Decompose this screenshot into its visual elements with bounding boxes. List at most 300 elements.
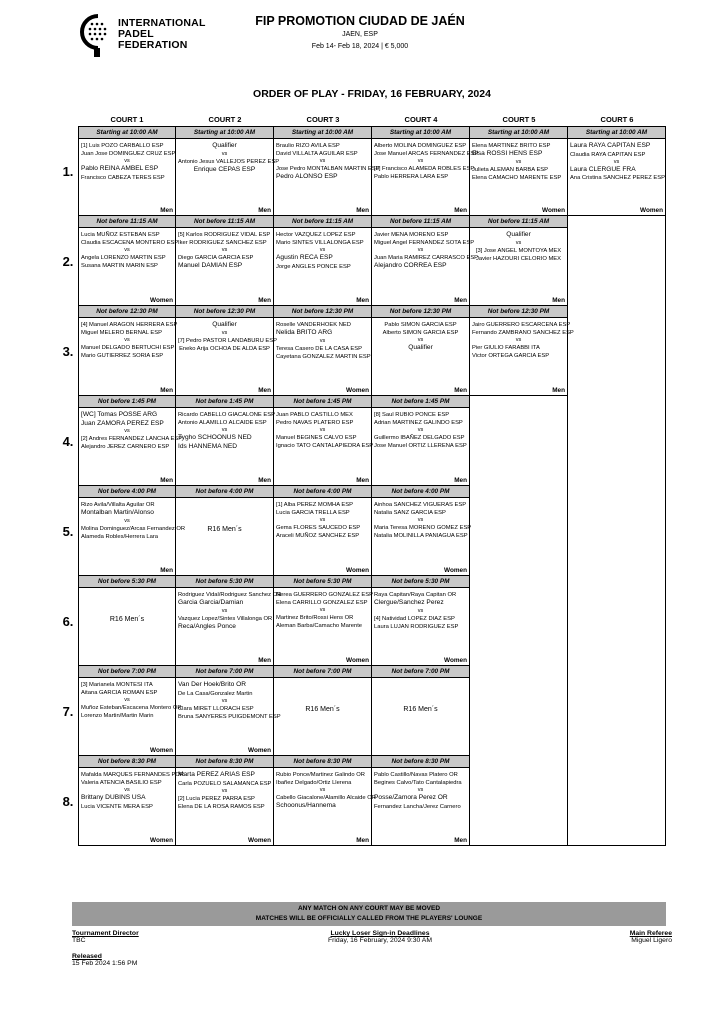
match-time: Starting at 10:00 AM — [274, 127, 371, 139]
player-line: Lucia GARCIA TRELLA ESP — [276, 510, 350, 516]
row-number: 5. — [62, 523, 74, 539]
player-line: Begines Calvo/Tato Cantalapiedra — [374, 780, 462, 786]
event-label: Women — [444, 657, 467, 664]
match-slot — [372, 216, 479, 306]
player-line: Qualifier — [506, 231, 531, 238]
match-slot — [78, 666, 182, 756]
player-line: Rizo Avila/Villalta Aguilar OR — [81, 502, 155, 508]
player-line: Iker RODRIGUEZ SANCHEZ ESP — [178, 240, 267, 246]
player-line: Cayetana GONZALEZ MARTIN ESP — [276, 353, 371, 360]
match-slot — [176, 126, 280, 216]
player-line: Ids HANNEMA NED — [178, 442, 237, 450]
versus-label: vs — [124, 787, 130, 793]
main-referee — [560, 930, 672, 944]
schedule-grid — [78, 114, 666, 846]
row-number: 4. — [62, 433, 74, 449]
versus-label: vs — [124, 158, 130, 164]
match-slot — [176, 216, 274, 306]
player-line: Diego GARCIA GARCIA ESP — [178, 255, 254, 261]
match-entries — [276, 498, 369, 540]
versus-label: vs — [417, 517, 424, 523]
empty-slot — [470, 756, 568, 846]
empty-slot — [568, 666, 666, 756]
event-label: Men — [356, 207, 369, 214]
empty-slot — [568, 306, 666, 396]
versus-label: vs — [319, 517, 326, 523]
match-time: Not before 5:30 PM — [79, 576, 175, 588]
versus-label: vs — [515, 337, 522, 343]
player-line: Teresa Casero DE LA CASA ESP — [276, 345, 363, 352]
player-line: Miguel MELERO BERNAL ESP — [81, 330, 162, 336]
match-time: Not before 11:15 AM — [176, 216, 273, 228]
player-line: Gema FLORES SAUCEDO ESP — [276, 525, 361, 531]
player-line: Pablo REINA AMBEL ESP — [81, 165, 159, 172]
versus-label: vs — [221, 427, 228, 433]
match-entries — [178, 588, 282, 631]
court-header: COURT 2 — [208, 115, 242, 124]
match-entries — [276, 588, 373, 630]
match-time: Not before 1:45 PM — [274, 396, 371, 408]
match-time: Not before 8:30 PM — [176, 756, 273, 768]
court-header: COURT 4 — [404, 115, 438, 124]
match-slot — [78, 306, 176, 396]
player-line: [7] Pedro PASTOR LANDABURU ESP — [178, 337, 278, 344]
match-time: Not before 12:30 PM — [274, 306, 371, 318]
versus-label: vs — [124, 428, 130, 434]
match-slot — [470, 306, 574, 396]
match-entries — [276, 768, 376, 811]
match-time: Starting at 10:00 AM — [568, 127, 665, 139]
empty-slot — [470, 486, 568, 576]
event-label: Men — [356, 837, 369, 844]
player-line: [4] Natividad LOPEZ DIAZ ESP — [374, 615, 455, 622]
event-label: Men — [356, 297, 369, 304]
lucky-loser-deadline — [300, 930, 460, 944]
event-label: Men — [258, 387, 271, 394]
player-line: Juan Jose DOMINGUEZ CRUZ ESP — [81, 151, 176, 157]
player-line: Angela LORENZO MARTIN ESP — [81, 255, 166, 261]
versus-label: vs — [515, 239, 522, 246]
versus-label: vs — [319, 337, 326, 344]
player-line: [1] Luis POZO CARBALLO ESP — [81, 143, 164, 149]
versus-label: vs — [515, 158, 522, 165]
match-time: Not before 7:00 PM — [176, 666, 273, 678]
player-line: Muñoz Esteban/Escacena Montero OR — [81, 705, 182, 711]
player-line: Elena DE LA ROSA RAMOS ESP — [178, 803, 265, 810]
player-line: Mario SINTES VILLALONGA ESP — [276, 240, 364, 246]
match-entries — [276, 318, 369, 361]
match-time: Not before 11:15 AM — [372, 216, 469, 228]
tournament-dates: Feb 14- Feb 18, 2024 | € 5,000 — [311, 43, 409, 50]
tournament-director — [72, 930, 139, 944]
versus-label: vs — [319, 607, 326, 613]
player-line: Martinez Brito/Rossi Hens OR — [276, 615, 354, 621]
match-entries — [472, 318, 574, 360]
player-line: Juan ZAMORA PEREZ ESP — [81, 419, 164, 427]
player-line: Francisco CABEZA TERES ESP — [81, 174, 165, 181]
notice-line-1: ANY MATCH ON ANY COURT MAY BE MOVED — [297, 905, 441, 912]
match-time: Not before 12:30 PM — [470, 306, 567, 318]
event-label: Men — [258, 477, 271, 484]
match-entries — [81, 228, 179, 270]
match-time: Starting at 10:00 AM — [470, 127, 567, 139]
versus-label: vs — [319, 247, 326, 253]
versus-label: vs — [319, 158, 326, 164]
row-number: 7. — [62, 703, 74, 719]
row-number: 2. — [62, 253, 74, 269]
player-line: Braulio RIZO AVILA ESP — [276, 143, 340, 149]
player-line: Araceli MUÑOZ SANCHEZ ESP — [276, 533, 360, 539]
player-line: [2] Lucia PEREZ PARRA ESP — [178, 795, 255, 802]
match-slot — [372, 486, 470, 576]
match-entries — [276, 139, 380, 182]
player-line: Maria Teresa MORENO GOMEZ ESP — [374, 525, 472, 531]
player-line: Rodriguez Vidal/Rodriguez Sanchez OR — [178, 592, 282, 598]
match-entries — [472, 139, 565, 182]
versus-label: vs — [221, 247, 228, 253]
match-entries — [374, 228, 479, 271]
player-line: Adrian MARTINEZ GALINDO ESP — [374, 420, 463, 426]
player-line: Carla POZUELO SALAMANCA ESP — [178, 780, 272, 787]
row-number: 1. — [62, 163, 74, 179]
event-label: Men — [454, 837, 467, 844]
match-time: Starting at 10:00 AM — [176, 127, 273, 139]
player-line: Susana MARTIN MARIN ESP — [81, 263, 158, 269]
player-line: Nerea GUERRERO GONZALEZ ESP — [276, 592, 373, 598]
match-entries — [178, 318, 278, 353]
player-line: Elsa ROSSI HENS ESP — [472, 150, 543, 157]
match-slot — [78, 216, 179, 306]
player-line: Lucia MUÑOZ ESTEBAN ESP — [81, 232, 160, 238]
match-time: Not before 4:00 PM — [176, 486, 273, 498]
player-line: Marta PEREZ ARIAS ESP — [178, 771, 255, 778]
match-slot — [568, 126, 666, 216]
match-time: Not before 1:45 PM — [176, 396, 273, 408]
player-line: Lorenzo Martin/Martin Marin — [81, 713, 154, 719]
versus-label: vs — [221, 150, 228, 157]
match-time: Not before 12:30 PM — [176, 306, 273, 318]
event-label: Men — [454, 207, 467, 214]
notice-banner — [72, 902, 666, 926]
tournament-title: FIP PROMOTION CIUDAD DE JAÉN — [255, 14, 465, 28]
tournament-director-value: TBC — [72, 937, 86, 944]
player-line: Pier GIULIO FARABBI ITA — [472, 345, 540, 351]
match-time: Not before 12:30 PM — [372, 306, 469, 318]
player-line: Jairo GUERRERO ESCARCENA ESP — [472, 322, 571, 328]
player-line: Natalia SANZ GARCIA ESP — [374, 510, 446, 516]
player-line: Juan Maria RAMIREZ CARRASCO ESP — [374, 255, 479, 261]
player-line: Alberto SIMON GARCIA ESP — [382, 330, 459, 336]
match-time: Starting at 10:00 AM — [372, 127, 469, 139]
match-time: Not before 5:30 PM — [274, 576, 371, 588]
round-label: R16 Men´s — [109, 616, 145, 623]
match-time: Not before 7:00 PM — [372, 666, 469, 678]
versus-label: vs — [221, 697, 228, 704]
versus-label: vs — [417, 247, 424, 253]
player-line: Elena CARRILLO GONZALEZ ESP — [276, 600, 368, 606]
player-line: Jorge ANGLES PONCE ESP — [276, 263, 351, 270]
match-entries — [276, 408, 374, 450]
match-entries — [374, 139, 479, 181]
match-slot — [78, 126, 176, 216]
released-value: 15 Feb 2024 1:56 PM — [72, 960, 138, 967]
order-of-play-heading: ORDER OF PLAY - FRIDAY, 16 FEBRUARY, 2024 — [253, 88, 491, 100]
versus-label: vs — [124, 697, 130, 703]
match-time: Not before 4:00 PM — [372, 486, 469, 498]
match-slot — [372, 396, 470, 486]
match-time: Not before 11:15 AM — [79, 216, 175, 228]
match-time: Not before 12:30 PM — [79, 306, 175, 318]
match-time: Not before 1:45 PM — [372, 396, 469, 408]
event-label: Women — [248, 837, 271, 844]
player-line: Valeria ATENCIA BASILIO ESP — [81, 780, 162, 786]
round-label: R16 Men´s — [305, 706, 340, 713]
notice-line-2: MATCHES WILL BE OFFICIALLY CALLED FROM THE PLAYERS' LOUNGE — [255, 915, 483, 922]
player-line: Montalban Martin/Alonso — [81, 509, 154, 516]
match-slot — [372, 306, 470, 396]
player-line: Victor ORTEGA GARCIA ESP — [472, 353, 550, 359]
event-label: Men — [454, 477, 467, 484]
row-number: 3. — [62, 343, 74, 359]
versus-label: vs — [124, 247, 130, 253]
player-line: Aitana GARCIA ROMAN ESP — [81, 690, 158, 696]
player-line: Molina Dominguez/Arcas Fernandez OR — [81, 525, 186, 532]
released-info — [72, 953, 137, 967]
match-slot — [372, 576, 470, 666]
player-line: Claudia ESCACENA MONTERO ESP — [81, 240, 179, 246]
player-line: Clara MIRET LLORACH ESP — [178, 705, 254, 712]
versus-label: vs — [124, 517, 130, 524]
match-slot — [176, 666, 281, 756]
player-line: Tygho SCHOONUS NED — [178, 434, 252, 441]
match-entries — [178, 139, 280, 174]
versus-label: vs — [319, 787, 326, 793]
event-label: Women — [346, 567, 369, 574]
court-header: COURT 5 — [502, 115, 536, 124]
versus-label: vs — [417, 607, 424, 614]
match-time: Not before 11:15 AM — [470, 216, 567, 228]
match-slot — [274, 486, 372, 576]
player-line: Manuel DAMIAN ESP — [178, 262, 243, 269]
player-line: Elena MARTINEZ BRITO ESP — [472, 143, 551, 149]
row-number: 6. — [62, 613, 74, 629]
player-line: [5] Karlos RODRIGUEZ VIDAL ESP — [178, 232, 271, 238]
match-time: Not before 11:15 AM — [274, 216, 371, 228]
versus-label: vs — [319, 427, 326, 433]
empty-slot — [470, 576, 568, 666]
match-slot — [176, 756, 274, 846]
player-line: Raya Capitan/Raya Capitan OR — [374, 592, 457, 598]
event-label: Women — [150, 297, 173, 304]
match-slot — [470, 216, 568, 306]
court-header: COURT 6 — [600, 115, 634, 124]
versus-label: vs — [221, 787, 228, 794]
row-number: 8. — [62, 793, 74, 809]
player-line: Javier MENA MORENO ESP — [374, 232, 449, 238]
player-line: Ricardo CABELLO GIACALONE ESP — [178, 412, 275, 418]
player-line: [3] Marianela MONTESI ITA — [81, 682, 153, 688]
tournament-director-label: Tournament Director — [72, 930, 139, 937]
player-line: Enrique CEPAS ESP — [193, 165, 256, 173]
match-entries — [81, 318, 178, 360]
match-time: Not before 8:30 PM — [79, 756, 175, 768]
match-slot — [274, 666, 372, 756]
main-referee-value: Miguel Ligero — [631, 937, 672, 944]
event-label: Men — [160, 477, 173, 484]
match-slot — [176, 486, 274, 576]
player-line: Lucia VICENTE MERA ESP — [81, 803, 153, 810]
player-line: Jose Pedro MONTALBAN MARTIN ESP — [276, 166, 380, 172]
player-line: Alameda Robles/Herrera Lara — [81, 533, 159, 540]
empty-slot — [470, 396, 568, 486]
player-line: [8] Saul RUBIO PONCE ESP — [374, 412, 450, 418]
player-line: Garcia Garcia/Damian — [178, 599, 244, 606]
player-line: Elena CAMACHO MARENTE ESP — [472, 174, 562, 181]
player-line: Natalia MOLINILLA PANIAGUA ESP — [374, 533, 468, 539]
player-line: Laura LUJAN RODRIGUEZ ESP — [374, 623, 459, 630]
match-slot — [78, 756, 185, 846]
event-label: Men — [258, 207, 271, 214]
player-line: Mario GUTIERREZ SORIA ESP — [81, 353, 164, 359]
court-header: COURT 3 — [306, 115, 340, 124]
player-line: Hector VAZQUEZ LOPEZ ESP — [276, 232, 356, 238]
versus-label: vs — [417, 158, 424, 164]
padel-racket-icon — [80, 14, 114, 58]
court-header: COURT 1 — [110, 115, 144, 124]
versus-label: vs — [124, 337, 130, 343]
player-line: Manuel BEGINES CALVO ESP — [276, 435, 357, 441]
event-label: Women — [346, 387, 369, 394]
event-label: Women — [150, 747, 173, 754]
player-line: Roselle VANDERHOEK NED — [276, 322, 351, 328]
match-entries — [374, 588, 467, 631]
player-line: Pablo SIMON GARCIA ESP — [384, 322, 457, 328]
event-label: Men — [356, 477, 369, 484]
player-line: Qualifier — [212, 321, 237, 328]
match-time: Not before 8:30 PM — [274, 756, 371, 768]
event-label: Men — [454, 387, 467, 394]
round-label: R16 Men´s — [403, 706, 438, 713]
player-line: Antonio Jesus VALLEJOS PEREZ ESP — [178, 158, 280, 165]
player-line: Pablo Castillo/Navas Platero OR — [374, 772, 458, 778]
match-slot — [176, 396, 274, 486]
match-entries — [81, 139, 176, 182]
versus-label: vs — [221, 607, 228, 614]
match-slot — [176, 576, 282, 666]
player-line: Fernando ZAMBRANO SANCHEZ ESP — [472, 330, 574, 336]
match-entries — [570, 139, 666, 182]
match-entries — [472, 228, 565, 263]
empty-slot — [568, 216, 666, 306]
player-line: Alejandro JEREZ CARNERO ESP — [81, 444, 170, 450]
player-line: Agustin RECA ESP — [276, 254, 333, 261]
match-time: Not before 7:00 PM — [79, 666, 175, 678]
player-line: Ainhoa SANCHEZ VIGUERAS ESP — [374, 502, 467, 508]
match-time: Not before 4:00 PM — [79, 486, 175, 498]
versus-label: vs — [417, 427, 424, 433]
player-line: Pedro ALONSO ESP — [276, 173, 338, 180]
versus-label: vs — [417, 787, 424, 793]
round-label: R16 Men´s — [207, 526, 242, 533]
player-line: Julieta ALEMAN BARBA ESP — [472, 166, 549, 173]
match-entries — [374, 408, 467, 450]
event-label: Men — [160, 387, 173, 394]
player-line: Laura CLERGUE FRA — [570, 165, 636, 173]
match-entries — [81, 678, 182, 720]
player-line: De La Casa/Gonzalez Martin — [178, 690, 253, 697]
match-entries — [374, 768, 467, 811]
player-line: Alberto MOLINA DOMINGUEZ ESP — [374, 143, 467, 149]
player-line: Juan PABLO CASTILLO MEX — [276, 412, 353, 418]
match-slot — [176, 306, 278, 396]
player-line: Ibañez Delgado/Ortiz Llerena — [276, 780, 352, 786]
match-time: Not before 5:30 PM — [372, 576, 469, 588]
event-label: Men — [454, 297, 467, 304]
event-label: Men — [552, 387, 565, 394]
match-time: Not before 5:30 PM — [176, 576, 273, 588]
player-line: Qualifier — [408, 344, 433, 351]
released-label: Released — [72, 953, 102, 960]
versus-label: vs — [417, 337, 424, 343]
player-line: Jose Manuel ARCAS FERNANDEZ ESP — [374, 151, 479, 157]
match-entries — [178, 228, 271, 271]
player-line: Nelida BRITO ARG — [276, 329, 333, 336]
event-label: Women — [150, 837, 173, 844]
match-entries — [81, 768, 185, 811]
player-line: Vazquez Lopez/Sintes Villalonga OR — [178, 615, 273, 622]
event-label: Women — [542, 207, 565, 214]
player-line: David VILLALTA AGUILAR ESP — [276, 151, 358, 157]
event-label: Women — [346, 657, 369, 664]
player-line: Ana Cristina SANCHEZ PEREZ ESP — [570, 175, 666, 181]
lucky-loser-value: Friday, 16 February, 2024 9:30 AM — [327, 937, 433, 944]
player-line: [WC] Tomas POSSE ARG — [81, 411, 158, 418]
player-line: Posse/Zamora Perez OR — [374, 794, 448, 801]
player-line: [4] Manuel ARAGON HERRERA ESP — [81, 322, 178, 328]
empty-slot — [568, 396, 666, 486]
match-slot — [78, 576, 176, 666]
org-name: INTERNATIONAL PADEL FEDERATION — [118, 17, 206, 51]
player-line: Rubio Ponce/Martinez Galindo OR — [276, 772, 365, 778]
player-line: Claudia RAYA CAPITAN ESP — [570, 151, 646, 158]
match-time: Not before 4:00 PM — [274, 486, 371, 498]
player-line: Javier HAZOURI CELORIO MEX — [475, 255, 562, 262]
tournament-location: JAEN, ESP — [342, 31, 378, 38]
empty-slot — [568, 756, 666, 846]
player-line: Cabello Giacalone/Alamillo Alcaide OR — [276, 795, 376, 801]
player-line: Pablo HERRERA LARA ESP — [374, 174, 449, 180]
player-line: [3] Jose ANGEL MONTOYA MEX — [475, 247, 562, 254]
player-line: [2] Andres FERNANDEZ LANCHA ESP — [81, 436, 183, 442]
match-entries — [276, 228, 369, 271]
player-line: Bruna SANYERES PUIGDEMONT ESP — [178, 713, 281, 720]
match-slot — [274, 756, 376, 846]
event-label: Women — [640, 207, 663, 214]
match-slot — [78, 396, 183, 486]
match-slot — [372, 756, 470, 846]
player-line: Ignacio TATO CANTALAPIEDRA ESP — [276, 443, 374, 449]
player-line: Guillermo IBAÑEZ DELGADO ESP — [374, 435, 465, 441]
row-numbers — [60, 126, 76, 846]
main-referee-label: Main Referee — [629, 930, 672, 937]
player-line: Antonio ALAMILLO ALCAIDE ESP — [178, 420, 267, 426]
match-slot — [274, 306, 372, 396]
match-time: Not before 1:45 PM — [79, 396, 175, 408]
player-line: Miguel Angel FERNANDEZ SOTA ESP — [374, 240, 475, 246]
player-line: Qualifier — [212, 142, 237, 149]
player-line: Jose Manuel ORTIZ LLERENA ESP — [374, 443, 467, 449]
match-slot — [274, 126, 380, 216]
